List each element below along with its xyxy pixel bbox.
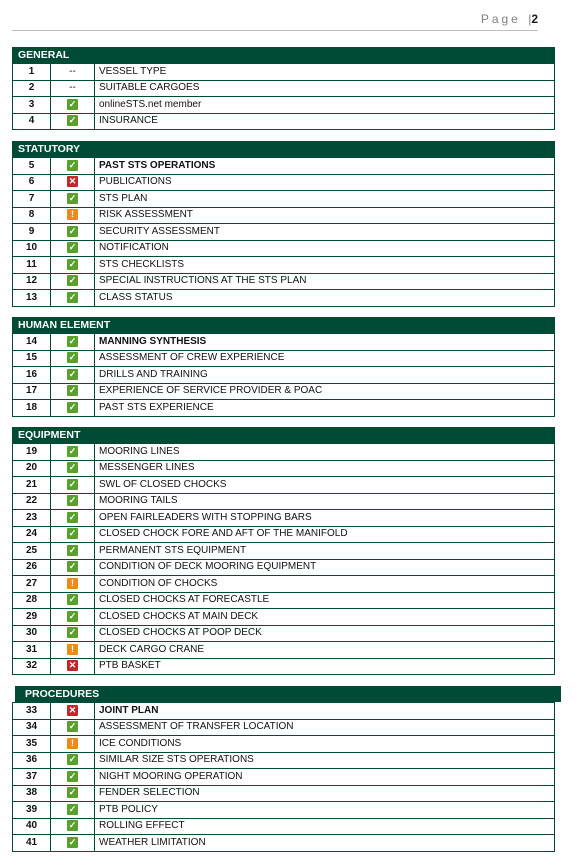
row-number: 34 xyxy=(13,719,51,736)
section-title: STATUTORY xyxy=(12,141,555,157)
check-icon: ✓ xyxy=(68,511,77,522)
row-status xyxy=(51,240,95,257)
row-label: CLOSED CHOCKS AT POOP DECK xyxy=(95,625,555,642)
row-number: 18 xyxy=(13,400,51,417)
row-status xyxy=(51,818,95,835)
table-row xyxy=(13,592,555,609)
table-row xyxy=(13,477,555,494)
table-row xyxy=(13,334,555,351)
row-label: MANNING SYNTHESIS xyxy=(95,334,555,351)
warning-icon: ! xyxy=(67,209,78,220)
check-icon: ✓ xyxy=(68,528,77,539)
row-label: EXPERIENCE OF SERVICE PROVIDER & POAC xyxy=(95,383,555,400)
cross-icon: ✕ xyxy=(68,176,77,187)
row-label: CLOSED CHOCKS AT MAIN DECK xyxy=(95,609,555,626)
table-row xyxy=(13,625,555,642)
row-status xyxy=(51,785,95,802)
row-number: 21 xyxy=(13,477,51,494)
row-label: PTB POLICY xyxy=(95,802,555,819)
check-icon: ✓ xyxy=(68,610,77,621)
checklist-table xyxy=(12,333,555,417)
row-number: 39 xyxy=(13,802,51,819)
row-status xyxy=(51,719,95,736)
table-row xyxy=(13,367,555,384)
row-status xyxy=(51,97,95,114)
row-label: CLASS STATUS xyxy=(95,290,555,307)
row-label: MOORING TAILS xyxy=(95,493,555,510)
row-label: PTB BASKET xyxy=(95,658,555,675)
check-icon: ✓ xyxy=(68,820,77,831)
section-title: PROCEDURES xyxy=(12,686,561,702)
table-row xyxy=(13,158,555,175)
row-status xyxy=(51,290,95,307)
row-label: WEATHER LIMITATION xyxy=(95,835,555,852)
row-status xyxy=(51,493,95,510)
row-status xyxy=(51,802,95,819)
row-number: 8 xyxy=(13,207,51,224)
row-status xyxy=(51,191,95,208)
table-row xyxy=(13,658,555,675)
check-icon: ✓ xyxy=(68,242,77,253)
row-status xyxy=(51,174,95,191)
check-icon: ✓ xyxy=(68,352,77,363)
row-status xyxy=(51,736,95,753)
table-row xyxy=(13,240,555,257)
row-number: 10 xyxy=(13,240,51,257)
page-label: Page xyxy=(480,12,521,26)
row-number: 15 xyxy=(13,350,51,367)
row-label: MESSENGER LINES xyxy=(95,460,555,477)
table-row xyxy=(13,383,555,400)
page-number: 2 xyxy=(531,12,538,26)
row-label: PAST STS EXPERIENCE xyxy=(95,400,555,417)
row-number: 2 xyxy=(13,80,51,97)
check-icon: ✓ xyxy=(68,754,77,765)
table-row xyxy=(13,752,555,769)
table-row xyxy=(13,207,555,224)
check-icon: ✓ xyxy=(68,803,77,814)
row-label: onlineSTS.net member xyxy=(95,97,555,114)
page-header xyxy=(12,12,538,31)
row-number: 33 xyxy=(13,703,51,720)
row-number: 13 xyxy=(13,290,51,307)
row-number: 23 xyxy=(13,510,51,527)
row-number: 17 xyxy=(13,383,51,400)
table-row xyxy=(13,257,555,274)
table-row xyxy=(13,543,555,560)
table-row xyxy=(13,64,555,81)
row-label: ROLLING EFFECT xyxy=(95,818,555,835)
table-row xyxy=(13,642,555,659)
check-icon: ✓ xyxy=(68,335,77,346)
check-icon: ✓ xyxy=(68,836,77,847)
table-row xyxy=(13,460,555,477)
status-text: -- xyxy=(69,82,76,94)
checklist-table xyxy=(12,702,555,852)
row-number: 1 xyxy=(13,64,51,81)
row-label: PERMANENT STS EQUIPMENT xyxy=(95,543,555,560)
row-label: ICE CONDITIONS xyxy=(95,736,555,753)
row-number: 6 xyxy=(13,174,51,191)
check-icon: ✓ xyxy=(68,159,77,170)
row-number: 30 xyxy=(13,625,51,642)
section-title: EQUIPMENT xyxy=(12,427,555,443)
row-status xyxy=(51,80,95,97)
row-status xyxy=(51,835,95,852)
table-row xyxy=(13,818,555,835)
check-icon: ✓ xyxy=(68,721,77,732)
row-label: CLOSED CHOCK FORE AND AFT OF THE MANIFOLD xyxy=(95,526,555,543)
check-icon: ✓ xyxy=(68,561,77,572)
row-number: 22 xyxy=(13,493,51,510)
row-status xyxy=(51,444,95,461)
check-icon: ✓ xyxy=(68,401,77,412)
table-row xyxy=(13,224,555,241)
row-label: DECK CARGO CRANE xyxy=(95,642,555,659)
page-separator: | xyxy=(528,12,532,26)
row-status xyxy=(51,383,95,400)
row-number: 4 xyxy=(13,113,51,130)
row-status xyxy=(51,703,95,720)
row-number: 36 xyxy=(13,752,51,769)
check-icon: ✓ xyxy=(68,115,77,126)
row-number: 41 xyxy=(13,835,51,852)
row-status xyxy=(51,609,95,626)
table-row xyxy=(13,493,555,510)
table-row xyxy=(13,80,555,97)
row-number: 35 xyxy=(13,736,51,753)
table-row xyxy=(13,174,555,191)
row-number: 26 xyxy=(13,559,51,576)
check-icon: ✓ xyxy=(68,770,77,781)
row-label: STS CHECKLISTS xyxy=(95,257,555,274)
row-number: 38 xyxy=(13,785,51,802)
row-label: ASSESSMENT OF TRANSFER LOCATION xyxy=(95,719,555,736)
table-row xyxy=(13,400,555,417)
row-status xyxy=(51,592,95,609)
row-number: 5 xyxy=(13,158,51,175)
cross-icon: ✕ xyxy=(68,704,77,715)
row-status xyxy=(51,526,95,543)
table-row xyxy=(13,273,555,290)
row-status xyxy=(51,273,95,290)
row-label: JOINT PLAN xyxy=(95,703,555,720)
check-icon: ✓ xyxy=(68,385,77,396)
row-status xyxy=(51,769,95,786)
row-number: 24 xyxy=(13,526,51,543)
row-label: CONDITION OF DECK MOORING EQUIPMENT xyxy=(95,559,555,576)
row-label: OPEN FAIRLEADERS WITH STOPPING BARS xyxy=(95,510,555,527)
row-number: 19 xyxy=(13,444,51,461)
row-label: SIMILAR SIZE STS OPERATIONS xyxy=(95,752,555,769)
row-status xyxy=(51,64,95,81)
row-label: FENDER SELECTION xyxy=(95,785,555,802)
check-icon: ✓ xyxy=(68,627,77,638)
row-number: 27 xyxy=(13,576,51,593)
table-row xyxy=(13,510,555,527)
check-icon: ✓ xyxy=(68,594,77,605)
checklist-table xyxy=(12,63,555,130)
row-label: MOORING LINES xyxy=(95,444,555,461)
table-row xyxy=(13,736,555,753)
check-icon: ✓ xyxy=(68,544,77,555)
row-status xyxy=(51,350,95,367)
row-status xyxy=(51,477,95,494)
row-label: NIGHT MOORING OPERATION xyxy=(95,769,555,786)
check-icon: ✓ xyxy=(68,291,77,302)
table-row xyxy=(13,769,555,786)
row-number: 9 xyxy=(13,224,51,241)
row-number: 25 xyxy=(13,543,51,560)
row-status xyxy=(51,460,95,477)
row-status xyxy=(51,224,95,241)
row-label: SWL OF CLOSED CHOCKS xyxy=(95,477,555,494)
row-status xyxy=(51,559,95,576)
check-icon: ✓ xyxy=(68,495,77,506)
row-status xyxy=(51,642,95,659)
table-row xyxy=(13,350,555,367)
table-row xyxy=(13,559,555,576)
check-icon: ✓ xyxy=(68,478,77,489)
section-title: HUMAN ELEMENT xyxy=(12,317,555,333)
section-general xyxy=(12,47,555,130)
row-status xyxy=(51,400,95,417)
warning-icon: ! xyxy=(67,738,78,749)
row-label: RISK ASSESSMENT xyxy=(95,207,555,224)
check-icon: ✓ xyxy=(68,462,77,473)
checklist-table xyxy=(12,443,555,675)
row-label: SPECIAL INSTRUCTIONS AT THE STS PLAN xyxy=(95,273,555,290)
cross-icon: ✕ xyxy=(68,660,77,671)
row-label: ASSESSMENT OF CREW EXPERIENCE xyxy=(95,350,555,367)
table-row xyxy=(13,576,555,593)
table-row xyxy=(13,444,555,461)
table-row xyxy=(13,290,555,307)
check-icon: ✓ xyxy=(68,258,77,269)
row-status xyxy=(51,543,95,560)
row-status xyxy=(51,625,95,642)
table-row xyxy=(13,609,555,626)
row-number: 20 xyxy=(13,460,51,477)
row-number: 37 xyxy=(13,769,51,786)
row-status xyxy=(51,752,95,769)
row-label: CLOSED CHOCKS AT FORECASTLE xyxy=(95,592,555,609)
table-row xyxy=(13,191,555,208)
row-number: 7 xyxy=(13,191,51,208)
row-number: 31 xyxy=(13,642,51,659)
row-label: INSURANCE xyxy=(95,113,555,130)
row-status xyxy=(51,510,95,527)
check-icon: ✓ xyxy=(68,787,77,798)
row-number: 32 xyxy=(13,658,51,675)
check-icon: ✓ xyxy=(68,192,77,203)
row-status xyxy=(51,334,95,351)
row-status xyxy=(51,207,95,224)
table-row xyxy=(13,802,555,819)
row-number: 29 xyxy=(13,609,51,626)
row-number: 40 xyxy=(13,818,51,835)
row-number: 16 xyxy=(13,367,51,384)
row-number: 11 xyxy=(13,257,51,274)
row-label: VESSEL TYPE xyxy=(95,64,555,81)
section-human-element xyxy=(12,317,555,417)
row-label: PUBLICATIONS xyxy=(95,174,555,191)
row-status xyxy=(51,113,95,130)
check-icon: ✓ xyxy=(68,98,77,109)
table-row xyxy=(13,719,555,736)
row-label: SUITABLE CARGOES xyxy=(95,80,555,97)
check-icon: ✓ xyxy=(68,445,77,456)
section-title: GENERAL xyxy=(12,47,555,63)
section-procedures xyxy=(12,686,555,852)
row-status xyxy=(51,367,95,384)
row-number: 12 xyxy=(13,273,51,290)
row-label: STS PLAN xyxy=(95,191,555,208)
section-statutory xyxy=(12,141,555,307)
warning-icon: ! xyxy=(67,578,78,589)
row-label: CONDITION OF CHOCKS xyxy=(95,576,555,593)
check-icon: ✓ xyxy=(68,225,77,236)
table-row xyxy=(13,526,555,543)
warning-icon: ! xyxy=(67,644,78,655)
table-row xyxy=(13,113,555,130)
row-number: 28 xyxy=(13,592,51,609)
row-number: 14 xyxy=(13,334,51,351)
table-row xyxy=(13,703,555,720)
row-status xyxy=(51,257,95,274)
row-status xyxy=(51,158,95,175)
row-status xyxy=(51,658,95,675)
row-number: 3 xyxy=(13,97,51,114)
row-label: PAST STS OPERATIONS xyxy=(95,158,555,175)
check-icon: ✓ xyxy=(68,368,77,379)
table-row xyxy=(13,835,555,852)
status-text: -- xyxy=(69,65,76,77)
check-icon: ✓ xyxy=(68,275,77,286)
row-label: SECURITY ASSESSMENT xyxy=(95,224,555,241)
table-row xyxy=(13,97,555,114)
row-label: DRILLS AND TRAINING xyxy=(95,367,555,384)
section-equipment xyxy=(12,427,555,675)
table-row xyxy=(13,785,555,802)
row-status xyxy=(51,576,95,593)
checklist-table xyxy=(12,157,555,307)
row-label: NOTIFICATION xyxy=(95,240,555,257)
